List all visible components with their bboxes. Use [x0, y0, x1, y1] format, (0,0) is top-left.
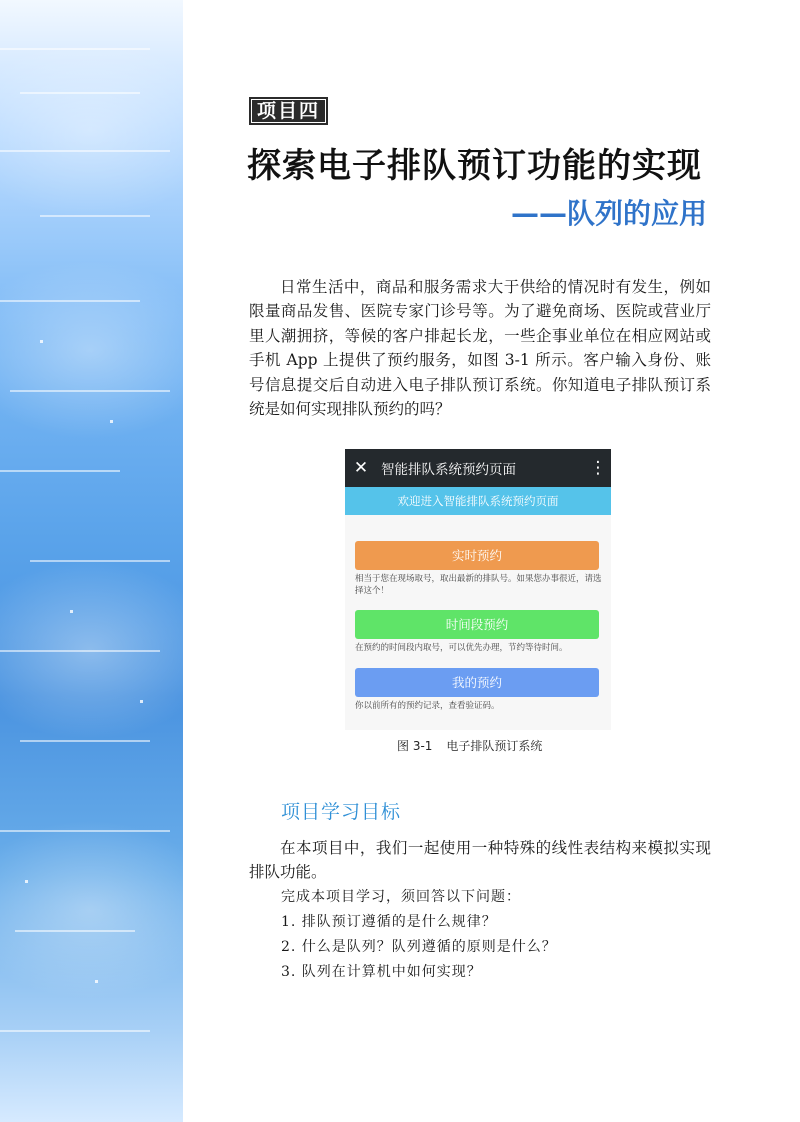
- question-item: 1. 排队预订遵循的是什么规律？: [281, 914, 497, 930]
- more-menu-icon[interactable]: ⋮: [589, 458, 607, 478]
- intro-paragraph: 日常生活中，商品和服务需求大于供给的情况时有发生，例如限量商品发售、医院专家门诊号等。为了避免商场、医院或营业厅里人潮拥挤，等候的客户排起长龙，一些企事业单位在相应网站或手机 App 上提供了预约服务，如图 3-1 所示。客户输入身份、账号信息提交后自动进入电子排队预订系统。你知道电子排队预订系统是如何实现排队预约的吗？: [249, 278, 711, 419]
- figure-caption: [397, 737, 542, 754]
- band-streak: [0, 150, 170, 152]
- band-streak: [0, 830, 170, 832]
- app-screenshot-figure: [345, 449, 611, 730]
- band-dot: [110, 420, 113, 423]
- project-tag: 项目四: [249, 97, 328, 125]
- band-streak: [20, 92, 140, 94]
- my-bookings-button[interactable]: 我的预约: [355, 668, 599, 697]
- band-streak: [30, 560, 170, 562]
- realtime-booking-hint: 相当于您在现场取号，取出最新的排队号。如果您办事很近，请选择这个！: [355, 574, 602, 596]
- band-streak: [0, 470, 120, 472]
- band-dot: [25, 880, 28, 883]
- band-streak: [15, 930, 135, 932]
- my-bookings-hint: 你以前所有的预约记录，查看验证码。: [355, 701, 500, 711]
- band-dot: [140, 700, 143, 703]
- band-dot: [70, 610, 73, 613]
- question-item: 3. 队列在计算机中如何实现？: [281, 964, 482, 980]
- close-icon[interactable]: ✕: [353, 458, 369, 478]
- band-streak: [0, 650, 160, 652]
- band-streak: [20, 740, 150, 742]
- realtime-booking-button[interactable]: 实时预约: [355, 541, 599, 570]
- band-streak: [40, 215, 150, 217]
- band-glow: [0, 820, 183, 1000]
- band-streak: [0, 1030, 150, 1032]
- band-glow: [0, 40, 183, 220]
- question-item: 2. 什么是队列？队列遵循的原则是什么？: [281, 939, 557, 955]
- band-streak: [10, 390, 170, 392]
- band-streak: [0, 300, 140, 302]
- section-heading: 项目学习目标: [281, 801, 402, 823]
- figure-caption-text: 电子排队预订系统: [446, 739, 543, 753]
- page-subtitle: ——队列的应用: [510, 197, 707, 230]
- band-streak: [0, 48, 150, 50]
- page-title: 探索电子排队预订功能的实现: [247, 146, 702, 186]
- welcome-banner: 欢迎进入智能排队系统预约页面: [345, 487, 611, 515]
- band-dot: [95, 980, 98, 983]
- app-title: 智能排队系统预约页面: [381, 462, 516, 478]
- app-bar: [345, 449, 611, 487]
- questions-intro: 完成本项目学习，须回答以下问题：: [281, 889, 521, 905]
- timeslot-booking-hint: 在预约的时间段内取号，可以优先办理，节约等待时间。: [355, 643, 568, 653]
- band-dot: [40, 340, 43, 343]
- goals-paragraph: 在本项目中，我们一起使用一种特殊的线性表结构来模拟实现排队功能。: [249, 839, 711, 882]
- figure-number: 图 3-1: [397, 739, 433, 753]
- band-glow: [0, 260, 183, 440]
- decorative-side-band: [0, 0, 183, 1122]
- timeslot-booking-button[interactable]: 时间段预约: [355, 610, 599, 639]
